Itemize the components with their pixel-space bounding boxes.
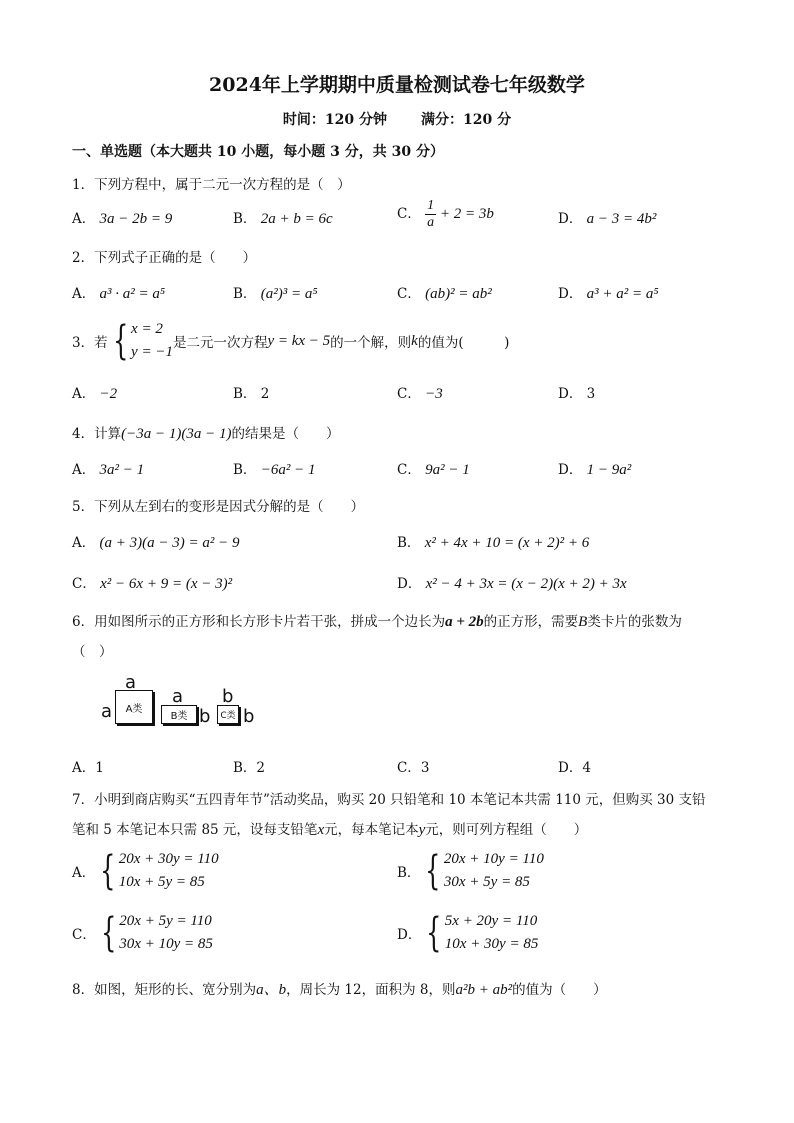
q4-option-d: D． 1 − 9a²: [558, 462, 632, 478]
q6-option-a: A．1: [72, 760, 104, 776]
card-a-square: A类: [115, 690, 153, 724]
question-4-stem: 4．计算(−3a − 1)(3a − 1)的结果是（ ）: [72, 426, 340, 442]
question-6-paren: （ ）: [72, 644, 113, 660]
question-1-stem: 1．下列方程中，属于二元一次方程的是（ ）: [72, 177, 351, 193]
q4-option-c: C． 9a² − 1: [397, 462, 470, 478]
question-3-stem: 3．若 { x = 2 y = −1 是二元一次方程 y = kx − 5 的一个解，则 k 的值为( ): [72, 318, 510, 364]
question-2-stem: 2．下列式子正确的是（ ）: [72, 250, 257, 266]
label-b: b: [243, 706, 255, 727]
q3-option-d: D． 3: [558, 386, 596, 402]
score-label: 满分：120 分: [421, 112, 512, 128]
fraction: $\frac{1}{a}$: [427, 198, 435, 230]
q4-option-b: B． −6a² − 1: [233, 462, 316, 478]
question-6-stem: 6．用如图所示的正方形和长方形卡片若干张，拼成一个边长为a + 2b的正方形，需要B类卡片的张数为: [72, 614, 682, 630]
q6-option-c: C．3: [397, 760, 430, 776]
q5-option-d: D． x² − 4 + 3x = (x − 2)(x + 2) + 3x: [397, 576, 627, 592]
q6-option-d: D．4: [558, 760, 591, 776]
q1-option-c: C． $\frac{1}{a}$ + 2 = 3b: [397, 198, 494, 230]
label-a: a: [101, 701, 113, 722]
q1-option-a: A． 3a − 2b = 9: [72, 211, 173, 227]
q3-option-a: A． −2: [72, 386, 118, 402]
q6-option-b: B．2: [233, 760, 266, 776]
q2-option-a: A． a³ · a² = a⁵: [72, 286, 166, 302]
q5-option-c: C． x² − 6x + 9 = (x − 3)²: [72, 576, 233, 592]
q7-option-a: A． { 20x + 30y = 110 10x + 5y = 85: [72, 848, 219, 894]
question-8-stem: 8．如图，矩形的长、宽分别为a、b，周长为 12，面积为 8，则a²b + ab²的值为（ ）: [72, 982, 607, 998]
q7-option-c: C． { 20x + 5y = 110 30x + 10y = 85: [72, 910, 213, 956]
card-b-rect: B类: [161, 705, 197, 724]
exam-title: 2024年上学期期中质量检测试卷七年级数学: [209, 74, 585, 96]
label-a: a: [125, 672, 137, 693]
q1-option-b: B． 2a + b = 6c: [233, 211, 333, 227]
question-5-stem: 5．下列从左到右的变形是因式分解的是（ ）: [72, 499, 365, 515]
label-a: a: [172, 686, 184, 707]
exam-subtitle: [0, 109, 794, 129]
section-heading: 一、单选题（本大题共 10 小题，每小题 3 分，共 30 分）: [72, 144, 444, 160]
q3-option-b: B． 2: [233, 386, 270, 402]
question-7-line2: 笔和 5 本笔记本只需 85 元，设每支铅笔x元，每本笔记本y元，则可列方程组（ ）: [72, 822, 588, 838]
q3-option-c: C． −3: [397, 386, 443, 402]
time-label: 时间：120 分钟: [282, 112, 387, 128]
card-c-square: C类: [217, 705, 239, 724]
q7-option-d: D． { 5x + 20y = 110 10x + 30y = 85: [397, 910, 539, 956]
q5-option-a: A． (a + 3)(a − 3) = a² − 9: [72, 535, 240, 551]
q2-option-b: B． (a²)³ = a⁵: [233, 286, 318, 302]
label-b: b: [222, 686, 234, 707]
question-7-line1: 7．小明到商店购买“五四青年节”活动奖品，购买 20 只铅笔和 10 本笔记本共需 110 元，但购买 30 支铅: [72, 792, 706, 808]
q1-option-d: D． a − 3 = 4b²: [558, 211, 657, 227]
q4-option-a: A． 3a² − 1: [72, 462, 145, 478]
q5-option-b: B． x² + 4x + 10 = (x + 2)² + 6: [397, 535, 590, 551]
q2-option-d: D． a³ + a² = a⁵: [558, 286, 659, 302]
q2-option-c: C． (ab)² = ab²: [397, 286, 492, 302]
q7-option-b: B． { 20x + 10y = 110 30x + 5y = 85: [397, 848, 544, 894]
label-b: b: [199, 706, 211, 727]
equation-system: { x = 2 y = −1: [112, 318, 173, 364]
